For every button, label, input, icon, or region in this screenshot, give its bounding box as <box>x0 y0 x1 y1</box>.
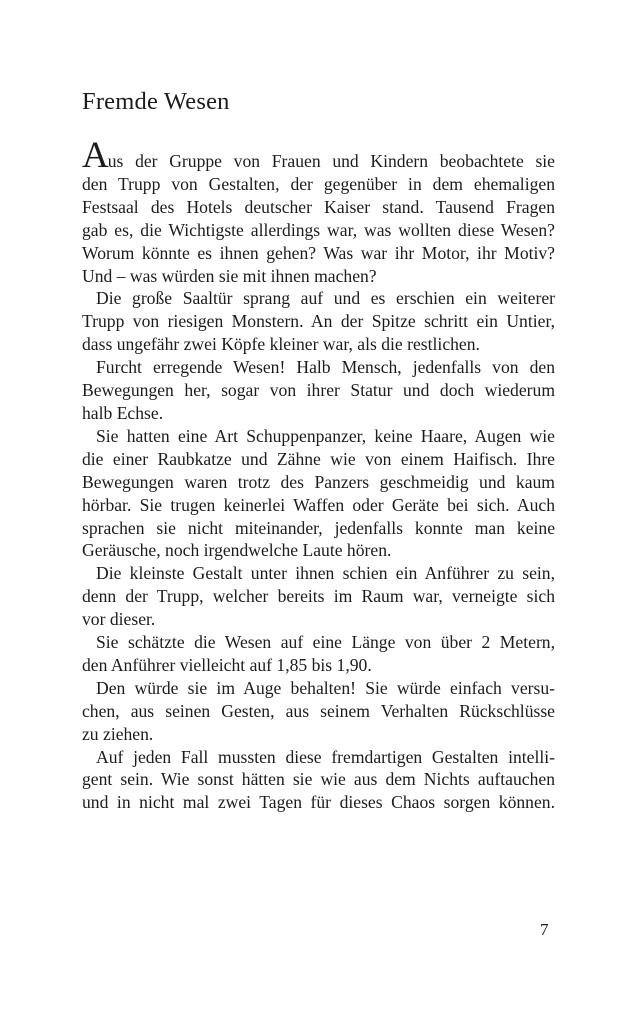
chapter-title: Fremde Wesen <box>82 88 230 115</box>
text-line: halb Echse. <box>82 402 164 423</box>
text-line: Und – was würden sie mit ihnen machen? <box>82 265 377 286</box>
text-line: denn der Trupp, welcher bereits im Raum war, verneigte sich <box>82 586 555 607</box>
text-line: und in nicht mal zwei Tagen für dieses Chaos sorgen können. <box>82 792 555 813</box>
text-line: Trupp von riesigen Monstern. An der Spitze schritt ein Untier, <box>82 311 555 332</box>
text-line: Den würde sie im Auge behalten! Sie würde einfach versu- <box>96 677 555 698</box>
drop-cap-letter: A <box>82 135 108 176</box>
text-line: us der Gruppe von Frauen und Kindern beobachtete sie <box>107 151 555 171</box>
text-line: Die große Saaltür sprang auf und es erschien ein weiterer <box>96 288 555 309</box>
text-line: Geräusche, noch irgendwelche Laute hören. <box>82 540 392 561</box>
text-line: hörbar. Sie trugen keinerlei Waffen oder Geräte bei sich. Auch <box>82 494 555 515</box>
text-line: chen, aus seinen Gesten, aus seinem Verhalten Rückschlüsse <box>82 700 555 721</box>
text-line: vor dieser. <box>82 609 156 630</box>
text-line: Bewegungen her, sogar von ihrer Statur und doch wiederum <box>82 380 555 401</box>
body-text <box>82 135 555 814</box>
text-line: Festsaal des Hotels deutscher Kaiser stand. Tausend Fragen <box>82 196 555 217</box>
text-line: Worum könnte es ihnen gehen? Was war ihr Motor, ihr Motiv? <box>82 242 555 263</box>
text-line: Bewegungen waren trotz des Panzers geschmeidig und kaum <box>82 471 555 492</box>
text-line: Die kleinste Gestalt unter ihnen schien ein Anführer zu sein, <box>96 563 555 584</box>
text-line: zu ziehen. <box>82 723 154 744</box>
text-line: Sie hatten eine Art Schuppenpanzer, keine Haare, Augen wie <box>96 425 555 446</box>
text-line: den Trupp von Gestalten, der gegenüber in dem ehemaligen <box>82 173 555 194</box>
paragraph-1 <box>82 135 555 176</box>
text-line: gent sein. Wie sonst hätten sie wie aus dem Nichts auftauchen <box>82 769 555 790</box>
text-line: den Anführer vielleicht auf 1,85 bis 1,90. <box>82 654 372 675</box>
text-line: sprachen sie nicht miteinander, jedenfalls konnte man keine <box>82 517 555 538</box>
text-line: gab es, die Wichtigste allerdings war, was wollten diese Wesen? <box>82 219 555 240</box>
text-line: Sie schätzte die Wesen auf eine Länge von über 2 Metern, <box>96 632 555 653</box>
text-line: dass ungefähr zwei Köpfe kleiner war, als die restlichen. <box>82 334 480 355</box>
page-number: 7 <box>540 920 549 939</box>
text-line: die einer Raubkatze und Zähne wie von einem Haifisch. Ihre <box>82 448 555 469</box>
text-line: Furcht erregende Wesen! Halb Mensch, jedenfalls von den <box>96 357 555 378</box>
text-line: Auf jeden Fall mussten diese fremdartigen Gestalten intelli- <box>96 746 555 767</box>
